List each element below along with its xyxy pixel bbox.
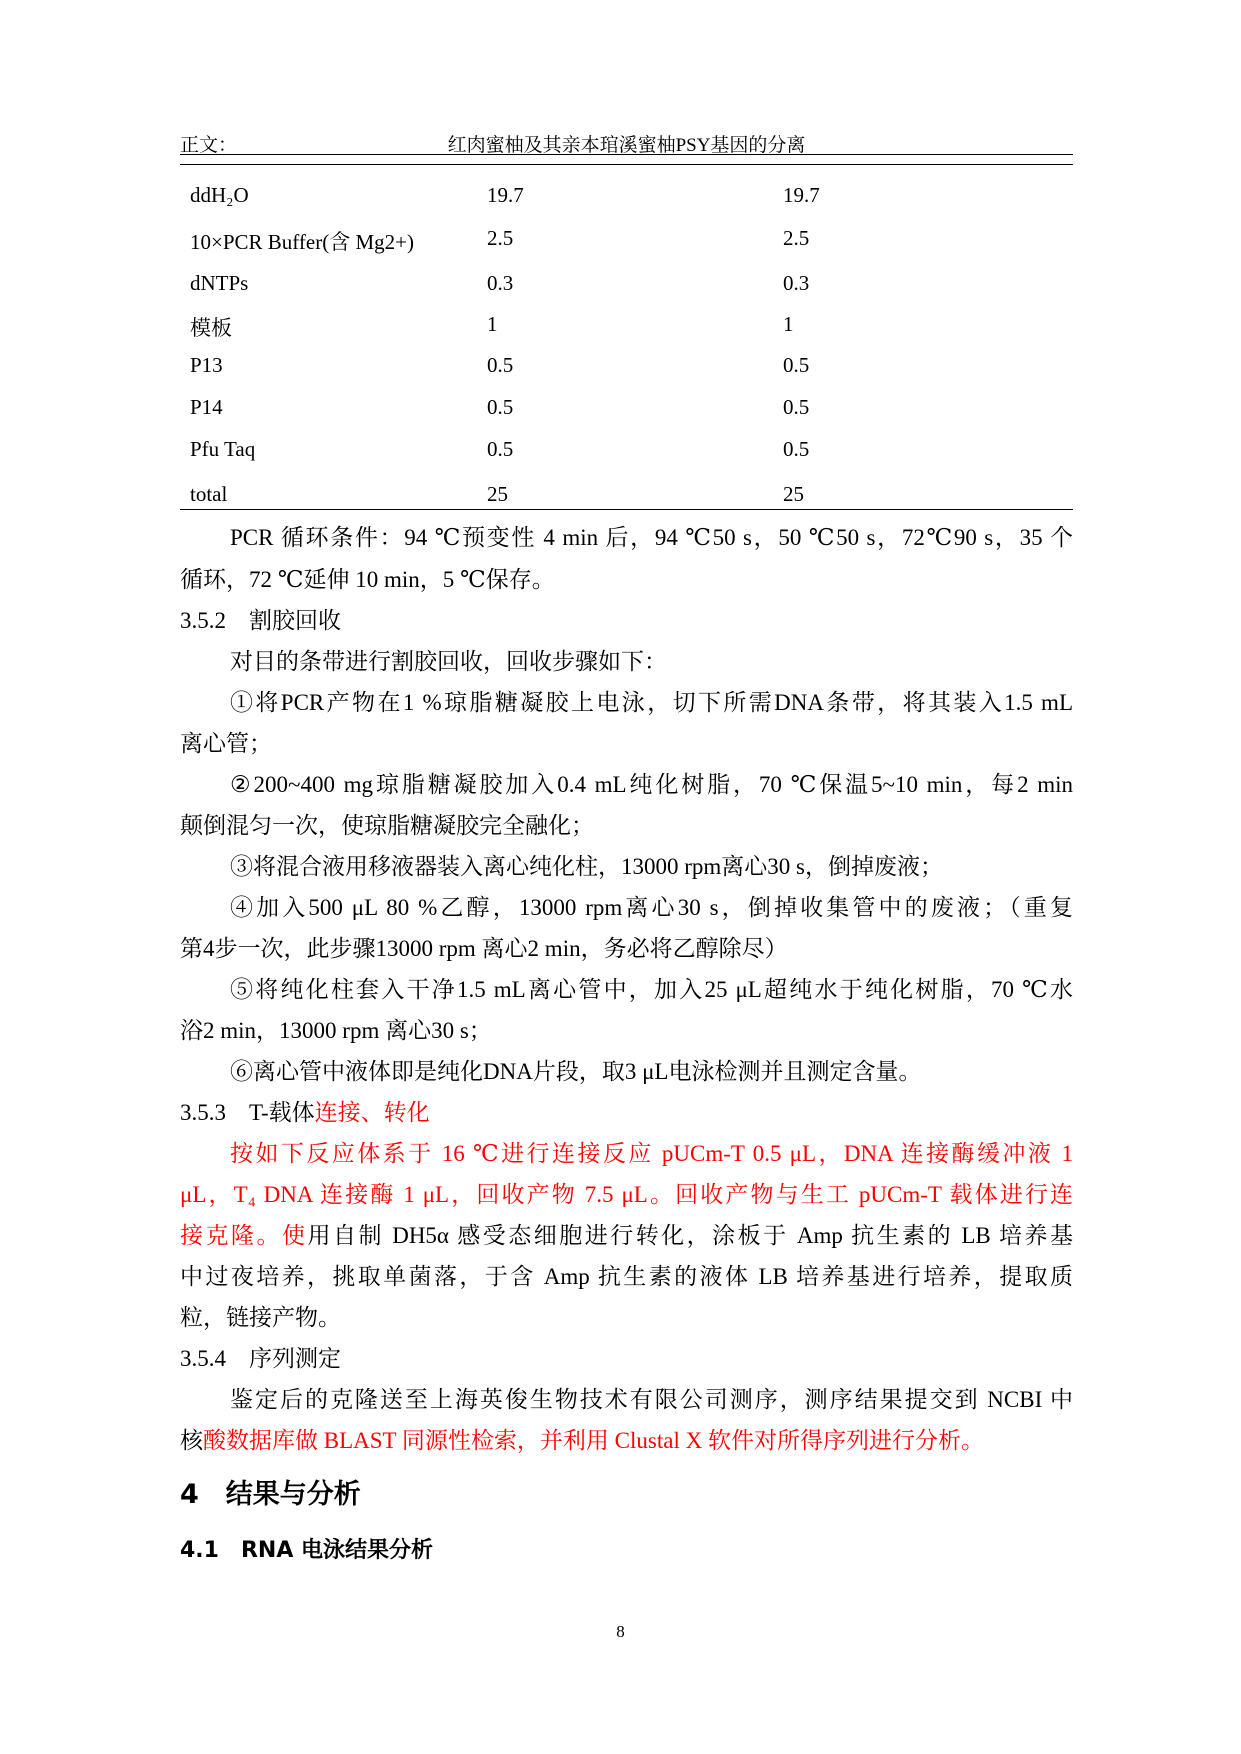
table-cell: 0.3 [783, 271, 810, 295]
table-cell: dNTPs [190, 271, 249, 295]
paragraph-line: 中过夜培养，挑取单菌落，于含 Amp 抗生素的液体 LB 培养基进行培养，提取质 [180, 1264, 1073, 1289]
table-row [180, 353, 1073, 393]
table-cell: 0.5 [783, 437, 810, 461]
table-row [180, 437, 1073, 477]
heading-text: 3.5.3 T-载体 [180, 1100, 315, 1125]
table-cell: 25 [783, 482, 804, 506]
heading-text-highlighted: 连接、转化 [314, 1100, 430, 1125]
table-row [180, 183, 1073, 223]
step-2-line: ②200~400 mg琼脂糖凝胶加入0.4 mL纯化树脂，70 ℃保温5~10 min，每2 min [230, 772, 1074, 797]
header-title: 红肉蜜柚及其亲本琯溪蜜柚PSY基因的分离 [447, 135, 806, 156]
step-4-line: ④加入500 μL 80 %乙醇，13000 rpm离心30 s，倒掉收集管中的废液；（重复 [230, 895, 1073, 920]
table-cell: total [190, 482, 228, 506]
step-1-line: ①将PCR产物在1 %琼脂糖凝胶上电泳，切下所需DNA条带，将其装入1.5 mL [230, 690, 1073, 715]
table-cell: P14 [190, 395, 223, 419]
table-cell: ddH₂O [190, 183, 249, 207]
table-cell: P13 [190, 353, 223, 377]
header-rule [180, 154, 1073, 155]
table-row [180, 482, 1073, 522]
table-cell: 0.3 [487, 271, 514, 295]
highlighted-text: 酸数据库做 BLAST 同源性检索，并利用 Clustal X 软件对所得序列进行分析。 [203, 1428, 984, 1453]
table-row [180, 395, 1073, 435]
step-3-line: ③将混合液用移液器装入离心纯化柱，13000 rpm离心30 s，倒掉废液； [230, 854, 943, 879]
section-heading-4-1: 4.1 RNA 电泳结果分析 [180, 1538, 434, 1563]
paragraph-line: 对目的条带进行割胶回收，回收步骤如下： [230, 649, 667, 674]
paragraph-line [180, 1422, 1073, 1455]
paragraph-text: 核 [180, 1428, 203, 1453]
paragraph-line [180, 1217, 1073, 1250]
table-row [180, 271, 1073, 311]
table-bottom-rule [180, 509, 1073, 510]
page-number: 8 [616, 1622, 625, 1641]
paragraph-line: μL，T₄ DNA 连接酶 1 μL，回收产物 7.5 μL。回收产物与生工 pUCm-T 载体进行连 [180, 1182, 1073, 1207]
table-cell: 25 [487, 482, 508, 506]
header-section-label: 正文： [180, 135, 238, 156]
paragraph-text: 用自制 DH5α 感受态细胞进行转化，涂板于 Amp 抗生素的 LB 培养基 [307, 1223, 1073, 1248]
section-heading-3-5-3 [180, 1094, 1073, 1127]
table-cell: 1 [487, 312, 498, 336]
table-cell: 0.5 [487, 353, 514, 377]
paragraph-line: 按如下反应体系于 16 ℃进行连接反应 pUCm-T 0.5 μL，DNA 连接酶缓冲液 1 [230, 1141, 1073, 1166]
table-cell: 0.5 [783, 395, 810, 419]
table-cell: 0.5 [487, 395, 514, 419]
highlighted-text: 接克隆。使 [180, 1223, 308, 1248]
table-cell: 19.7 [783, 183, 820, 207]
table-row [180, 226, 1073, 266]
step-6-line: ⑥离心管中液体即是纯化DNA片段，取3 μL电泳检测并且测定含量。 [230, 1059, 922, 1084]
table-cell: 2.5 [487, 226, 514, 250]
table-cell: 模板 [190, 316, 232, 340]
step-5-line: 浴2 min，13000 rpm 离心30 s； [180, 1018, 492, 1043]
pcr-conditions-line: 循环，72 ℃延伸 10 min，5 ℃保存。 [180, 567, 555, 592]
table-cell: 2.5 [783, 226, 810, 250]
table-cell: 1 [783, 312, 794, 336]
step-1-line: 离心管； [180, 731, 272, 756]
table-cell: 10×PCR Buffer(含 Mg2+) [190, 230, 414, 254]
step-4-line: 第4步一次，此步骤13000 rpm 离心2 min，务必将乙醇除尽） [180, 936, 788, 961]
table-cell: Pfu Taq [190, 437, 256, 461]
paragraph-line: 粒，链接产物。 [180, 1305, 341, 1330]
section-heading-3-5-4: 3.5.4 序列测定 [180, 1346, 341, 1371]
table-row [180, 312, 1073, 352]
step-2-line: 颠倒混匀一次，使琼脂糖凝胶完全融化； [180, 813, 594, 838]
table-cell: 19.7 [487, 183, 524, 207]
pcr-conditions-line: PCR 循环条件：94 ℃预变性 4 min 后，94 ℃50 s，50 ℃50 s，72℃90 s，35 个 [230, 525, 1073, 550]
table-top-rule [180, 164, 1073, 165]
chapter-heading-4: 4 结果与分析 [180, 1479, 361, 1510]
section-heading-3-5-2: 3.5.2 割胶回收 [180, 608, 341, 633]
table-cell: 0.5 [783, 353, 810, 377]
step-5-line: ⑤将纯化柱套入干净1.5 mL离心管中，加入25 μL超纯水于纯化树脂，70 ℃水 [230, 977, 1073, 1002]
paragraph-line: 鉴定后的克隆送至上海英俊生物技术有限公司测序，测序结果提交到 NCBI 中 [230, 1387, 1073, 1412]
table-cell: 0.5 [487, 437, 514, 461]
